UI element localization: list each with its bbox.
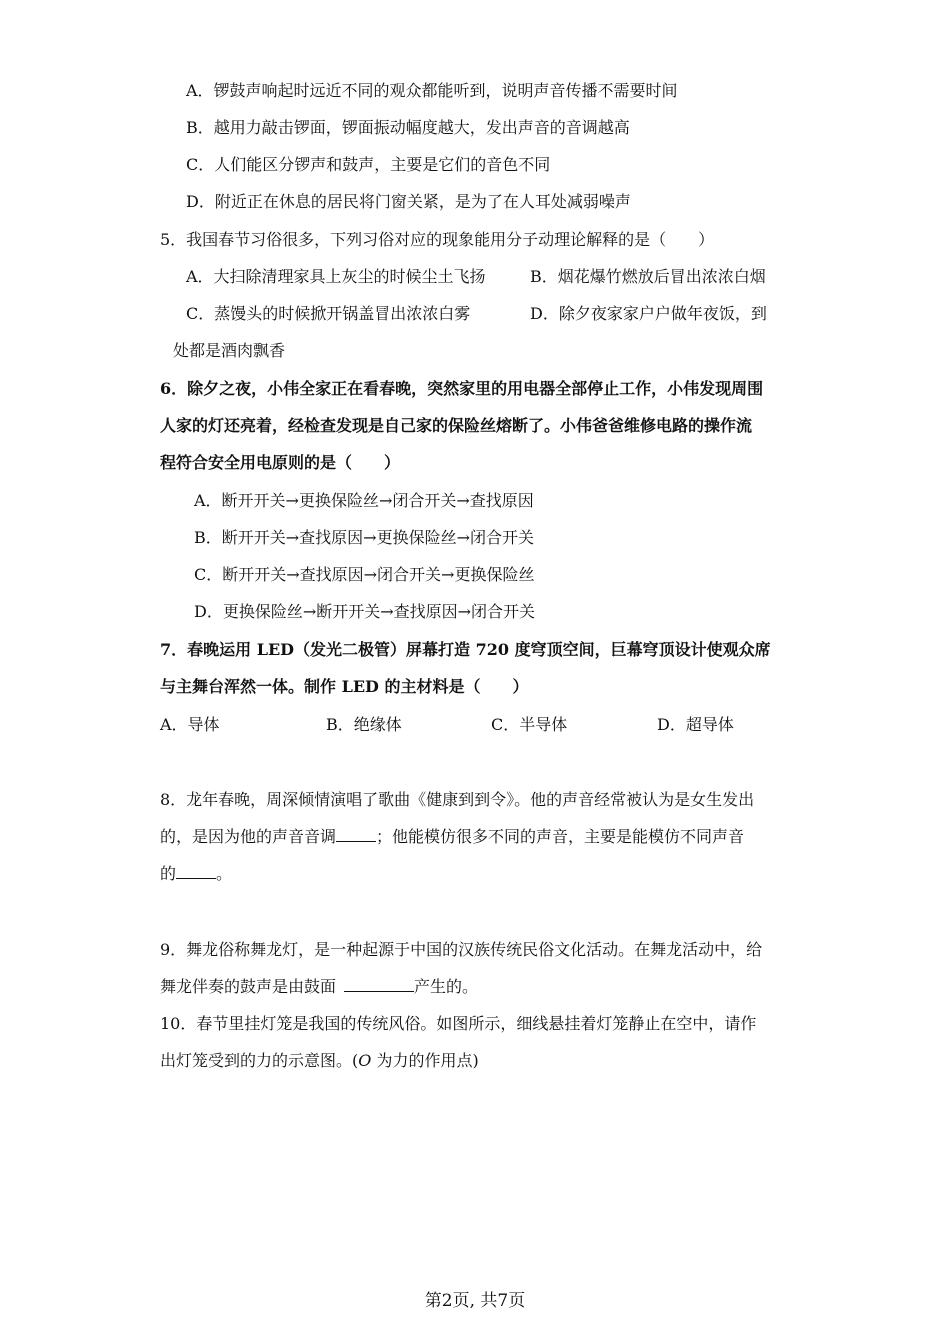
q8-line-3 [160,862,232,886]
q6-stem-line-2: 人家的灯还亮着，经检查发现是自己家的保险丝熔断了。小伟爸爸维修电路的操作流 [160,416,753,435]
q9-line-2-text-b: 产生的。 [414,977,479,996]
q8-line-3-text-b: 。 [216,864,233,883]
q5-option-a: A．大扫除清理家具上灰尘的时候尘土飞扬 [186,267,486,286]
q4-option-c: C．人们能区分锣声和鼓声，主要是它们的音色不同 [186,155,551,174]
q8-line-1: 8．龙年春晚，周深倾情演唱了歌曲《健康到到令》。他的声音经常被认为是女生发出 [160,790,755,809]
q4-option-a: A．锣鼓声响起时远近不同的观众都能听到，说明声音传播不需要时间 [186,81,678,100]
q6-stem-line-1: 6．除夕之夜，小伟全家正在看春晚，突然家里的用电器全部停止工作，小伟发现周围 [160,379,764,398]
q6-option-c: C．断开开关→查找原因→闭合开关→更换保险丝 [194,565,535,584]
q8-line-2-text-b: ；他能模仿很多不同的声音，主要是能模仿不同声音 [376,827,745,846]
q5-option-d: D．除夕夜家家户户做年夜饭，到 [530,304,767,323]
q7-stem-line-1: 7．春晚运用 LED（发光二极管）屏幕打造 720 度穹顶空间，巨幕穹顶设计使观众席 [160,640,771,659]
q7-option-a: A．导体 [160,715,220,734]
q9-line-2 [160,975,478,999]
q7-option-b: B．绝缘体 [326,715,402,734]
q9-line-2-text-a: 舞龙伴奏的鼓声是由鼓面 [160,977,337,996]
q5-option-b: B．烟花爆竹燃放后冒出浓浓白烟 [530,267,766,286]
q8-line-3-text-a: 的 [160,864,177,883]
q9-blank [344,975,414,992]
q8-line-2-text-a: 的，是因为他的声音音调 [160,827,337,846]
q5-stem: 5．我国春节习俗很多，下列习俗对应的现象能用分子动理论解释的是（ ） [160,230,715,249]
q7-stem-line-2: 与主舞台浑然一体。制作 LED 的主材料是（ ） [160,677,529,696]
q6-stem-line-3: 程符合安全用电原则的是（ ） [160,453,401,472]
q4-option-b: B．越用力敲击锣面，锣面振动幅度越大，发出声音的音调越高 [186,118,630,137]
q8-blank-2 [176,862,216,879]
q7-option-d: D．超导体 [657,715,734,734]
q10-line-2-text-b: 为力的作用点) [371,1051,479,1070]
page-footer: 第2页, 共7页 [424,1291,526,1311]
q6-option-a: A．断开开关→更换保险丝→闭合开关→查找原因 [194,491,534,510]
q4-option-d: D．附近正在休息的居民将门窗关紧，是为了在人耳处减弱噪声 [186,192,631,211]
q8-line-2 [160,825,744,849]
q5-option-c: C．蒸馒头的时候掀开锅盖冒出浓浓白雾 [186,304,471,323]
q6-option-d: D．更换保险丝→断开开关→查找原因→闭合开关 [194,602,536,621]
q6-option-b: B．断开开关→查找原因→更换保险丝→闭合开关 [194,528,534,547]
q5-option-d-continued: 处都是酒肉飘香 [173,341,286,360]
q10-point-label: O [358,1051,372,1070]
q10-line-2 [160,1049,479,1073]
q8-blank-1 [336,825,376,842]
q7-option-c: C．半导体 [491,715,568,734]
q9-line-1: 9．舞龙俗称舞龙灯，是一种起源于中国的汉族传统民俗文化活动。在舞龙活动中，给 [160,940,763,959]
q10-line-2-text-a: 出灯笼受到的力的示意图。( [160,1051,359,1070]
q10-line-1: 10．春节里挂灯笼是我国的传统风俗。如图所示，细线悬挂着灯笼静止在空中，请作 [160,1014,757,1033]
